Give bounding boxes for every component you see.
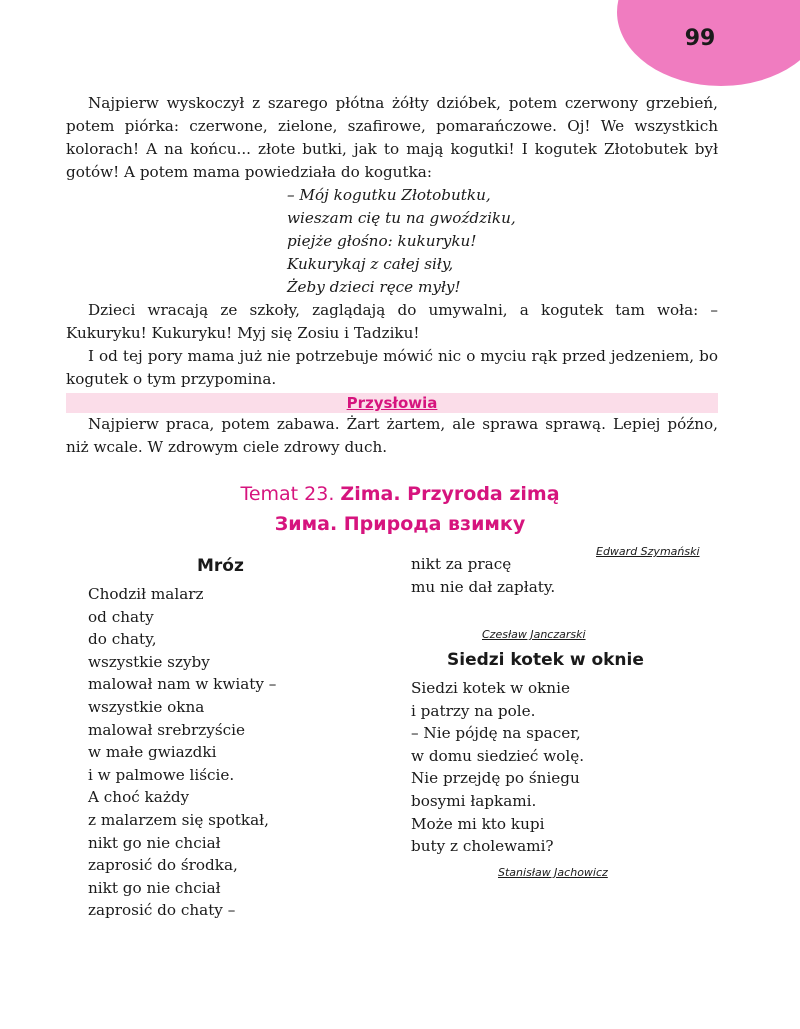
poem-line: zaprosić do chaty – (88, 901, 236, 920)
topic-prefix: Temat 23. (240, 483, 335, 505)
poem-line: wszystkie okna (88, 697, 205, 716)
poem-kotek-lines (411, 677, 584, 858)
poem-line: z malarzem się spotkał, (88, 810, 269, 829)
poem-line: Siedzi kotek w oknie (411, 679, 570, 697)
poem-mroz-author: Edward Szymański (596, 545, 700, 558)
poem-line: buty z cholewami? (411, 837, 554, 856)
proverbs-title: Przysłowia (346, 394, 438, 412)
page-number: 99 (684, 26, 716, 51)
poem-line: – Nie pójdę na spacer, (411, 724, 581, 743)
poem-line: malował srebrzyście (88, 720, 246, 739)
poem-kotek-author: Stanisław Jachowicz (498, 866, 608, 879)
poem-line: mu nie dał zapłaty. (411, 577, 556, 596)
topic-heading (0, 483, 800, 505)
verse-line: Kukurykaj z całej siły, (287, 255, 454, 273)
poem-line: wszystkie szyby (88, 652, 210, 671)
story-verse (287, 184, 718, 299)
poem-mroz-lines (88, 583, 276, 922)
poem-title-mroz: Mróz (197, 556, 244, 576)
poem-line: zaprosić do środka, (88, 856, 238, 875)
topic-title-pl: Zima. Przyroda zimą (340, 483, 560, 505)
poem-line: i patrzy na pole. (411, 701, 536, 720)
poem-line: w domu siedzieć wolę. (411, 746, 585, 765)
verse-line: wieszam cię tu na gwoździku, (287, 209, 516, 227)
poem-line: A choć każdy (88, 788, 190, 807)
poem-line: bosymi łapkami. (411, 791, 537, 810)
poem-line: i w palmowe liście. (88, 765, 235, 784)
poem-line: nikt go nie chciał (88, 878, 221, 897)
poem-line: od chaty (88, 607, 154, 626)
poem-line: malował nam w kwiaty – (88, 675, 277, 694)
proverbs-text: Najpierw praca, potem zabawa. Żart żartem, ale sprawa sprawą. Lepiej późno, niż wcale. W zdrowym ciele zdrowy duch. (66, 415, 718, 456)
poem-line: Nie przejdę po śniegu (411, 769, 580, 788)
proverbs-header (66, 393, 718, 413)
verse-line: piejże głośno: kukuryku! (287, 232, 477, 250)
poem-mroz-continuation (411, 553, 555, 598)
story-paragraph: I od tej pory mama już nie potrzebuje mówić nic o myciu rąk przed jedzeniem, bo kogutek o tym przypomina. (66, 347, 718, 388)
story-paragraph: Najpierw wyskoczył z szarego płótna żółty dzióbek, potem czerwony grzebień, potem piórka: czerwone, zielone, szafirowe, pomarańczowe. Oj! We wszystkich kolorach! A na końcu... złote butki, jak to mają kogutki! I kogutek Złotobutek był gotów! A potem mama powiedziała do kogutka: (66, 94, 718, 181)
poem-title-kotek: Siedzi kotek w oknie (447, 650, 644, 670)
poem-line: nikt za pracę (411, 555, 512, 573)
poem-line: Chodził malarz (88, 585, 204, 603)
poem-line: w małe gwiazdki (88, 743, 217, 762)
poem-kotek-pre-author: Czesław Janczarski (482, 628, 586, 641)
verse-line: Żeby dzieci ręce myły! (287, 278, 461, 296)
poem-line: do chaty, (88, 630, 157, 649)
story-section (66, 92, 718, 459)
poem-line: nikt go nie chciał (88, 833, 221, 852)
story-paragraph: Dzieci wracają ze szkoły, zaglądają do umywalni, a kogutek tam woła: – Kukuryku! Kukuryku! Myj się Zosiu i Tadziku! (66, 301, 718, 342)
topic-title-uk: Зима. Природа взимку (274, 513, 526, 535)
poem-line: Może mi kto kupi (411, 814, 545, 833)
verse-line: – Mój kogutku Złotobutku, (287, 186, 491, 204)
